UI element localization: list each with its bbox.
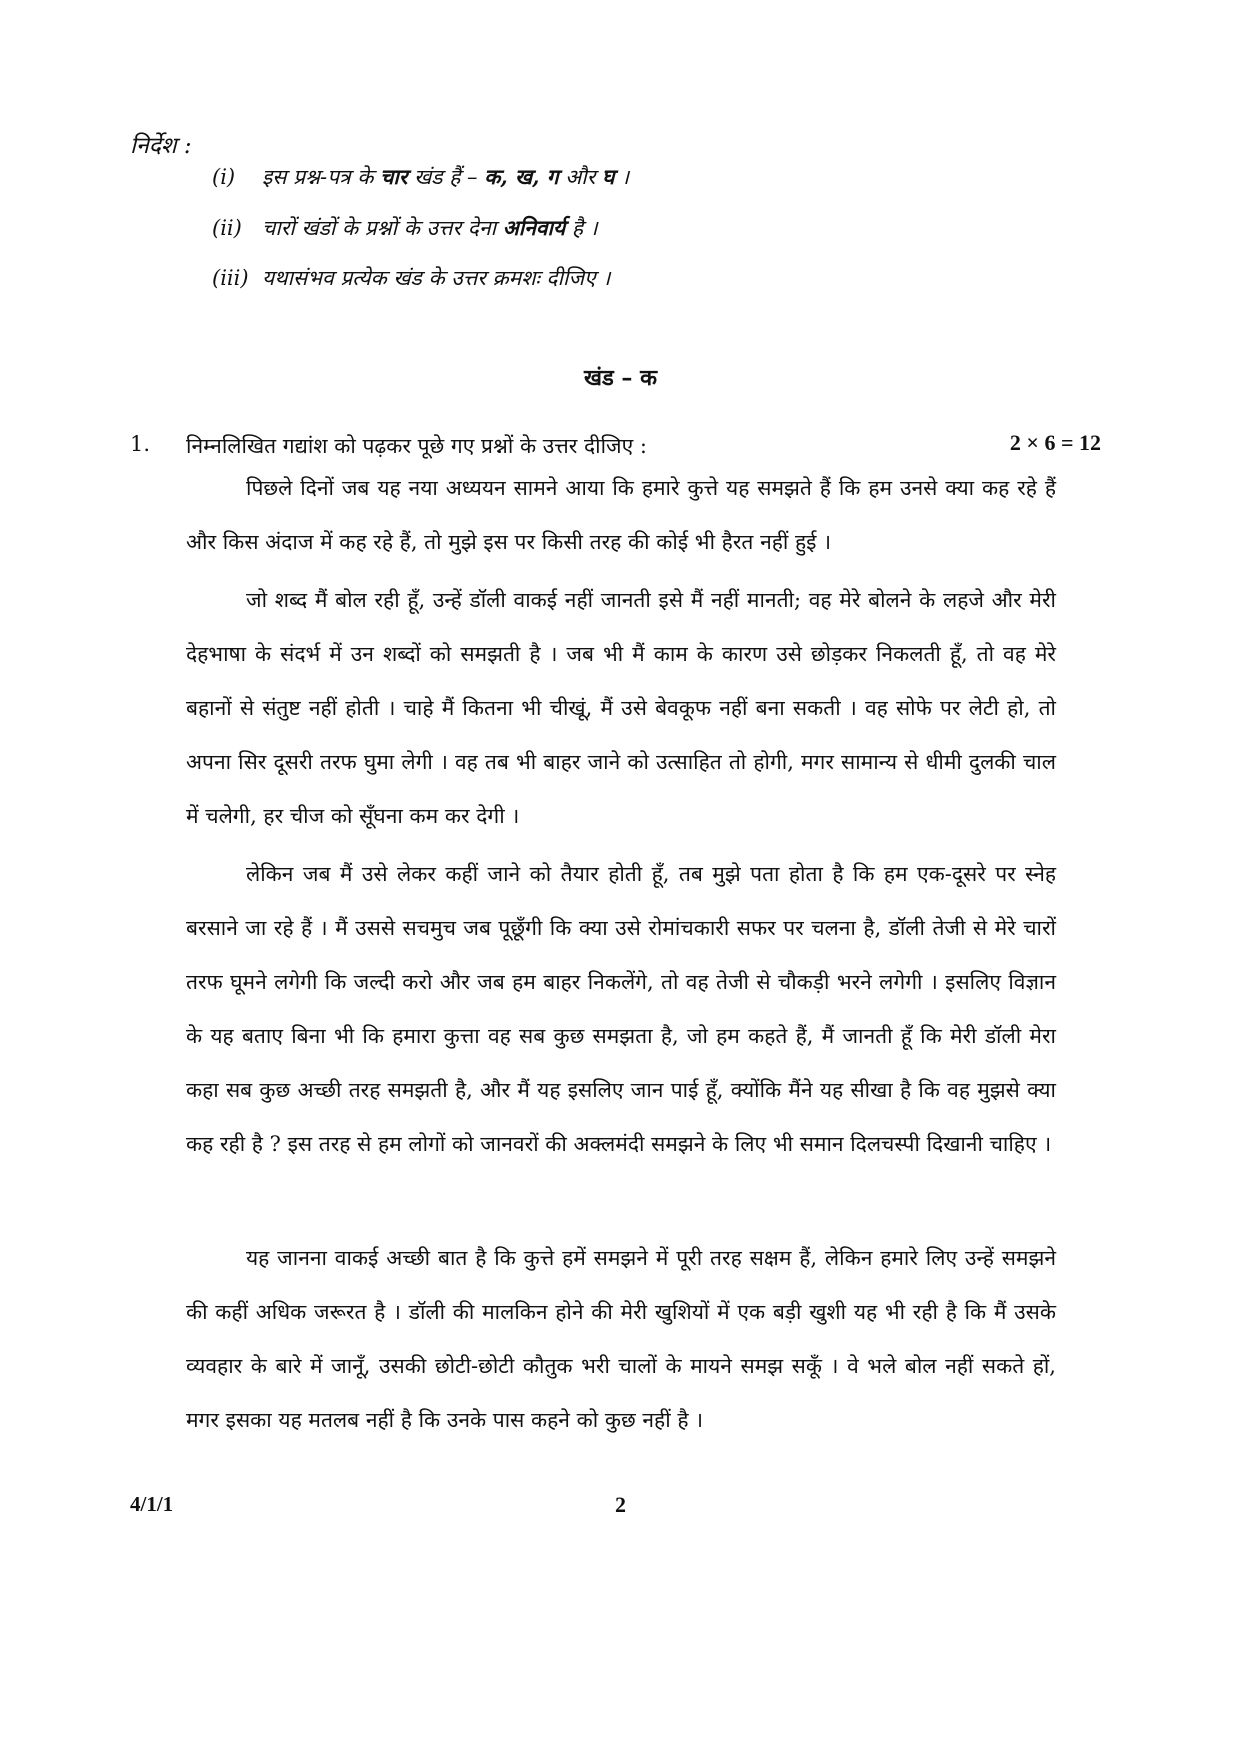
passage-paragraph-4: यह जानना वाकई अच्छी बात है कि कुत्ते हमें समझने में पूरी तरह सक्षम हैं, लेकिन हमारे लिए उन्हें समझने की कहीं अधिक जरूरत है । डॉली की मालकिन होने की मेरी खुशियों में एक बड़ी खुशी यह भी रही है कि मैं उसके व्यवहार के बारे में जानूँ, उसकी छोटी-छोटी कौतुक भरी चालों के मायने समझ सकूँ । वे भले बोल नहीं सकते हों, मगर इसका यह मतलब नहीं है कि उनके पास कहने को कुछ नहीं है । bbox=[186, 1246, 1056, 1432]
instruction-item bbox=[212, 163, 629, 191]
instruction-item bbox=[212, 214, 598, 242]
instruction-number: (i) bbox=[212, 165, 236, 189]
section-title: खंड – क bbox=[584, 365, 657, 391]
instruction-number: (iii) bbox=[212, 266, 249, 290]
instruction-bold-text: घ bbox=[602, 164, 615, 189]
instruction-number: (ii) bbox=[212, 216, 242, 240]
question-marks: 2 × 6 = 12 bbox=[1009, 430, 1101, 455]
paper-code: 4/1/1 bbox=[130, 1492, 174, 1516]
question-number: 1. bbox=[130, 432, 151, 456]
instruction-text: है । bbox=[565, 216, 598, 240]
question-text: निम्नलिखित गद्यांश को पढ़कर पूछे गए प्रश्नों के उत्तर दीजिए : bbox=[186, 434, 648, 458]
instruction-bold-text: अनिवार्य bbox=[502, 215, 566, 240]
passage-paragraph-2: जो शब्द मैं बोल रही हूँ, उन्हें डॉली वाकई नहीं जानती इसे मैं नहीं मानती; वह मेरे बोलने के लहजे और मेरी देहभाषा के संदर्भ में उन शब्दों को समझती है । जब भी मैं काम के कारण उसे छोड़कर निकलती हूँ, तो वह मेरे बहानों से संतुष्ट नहीं होती । चाहे मैं कितना भी चीखूं, मैं उसे बेवकूफ नहीं बना सकती । वह सोफे पर लेटी हो, तो अपना सिर दूसरी तरफ घुमा लेगी । वह तब भी बाहर जाने को उत्साहित तो होगी, मगर सामान्य से धीमी दुलकी चाल में चलेगी, हर चीज को सूँघना कम कर देगी । bbox=[186, 588, 1056, 828]
instruction-text: यथासंभव प्रत्येक खंड के उत्तर क्रमशः दीजिए । bbox=[262, 266, 611, 290]
instruction-text: इस प्रश्न-पत्र के bbox=[262, 165, 381, 189]
instruction-text: चारों खंडों के प्रश्नों के उत्तर देना bbox=[262, 216, 503, 240]
instruction-text: । bbox=[614, 165, 630, 189]
page-number: 2 bbox=[615, 1492, 626, 1517]
instructions-heading: निर्देश : bbox=[130, 133, 192, 159]
instruction-bold-text: क, ख, ग bbox=[484, 164, 559, 189]
instruction-text: खंड हैं – bbox=[407, 165, 485, 189]
instruction-item bbox=[212, 264, 610, 292]
instruction-text: और bbox=[558, 165, 603, 189]
passage-paragraph-3: लेकिन जब मैं उसे लेकर कहीं जाने को तैयार होती हूँ, तब मुझे पता होता है कि हम एक-दूसरे पर स्नेह बरसाने जा रहे हैं । मैं उससे सचमुच जब पूछूँगी कि क्या उसे रोमांचकारी सफर पर चलना है, डॉली तेजी से मेरे चारों तरफ घूमने लगेगी कि जल्दी करो और जब हम बाहर निकलेंगे, तो वह तेजी से चौकड़ी भरने लगेगी । इसलिए विज्ञान के यह बताए बिना भी कि हमारा कुत्ता वह सब कुछ समझता है, जो हम कहते हैं, मैं जानती हूँ कि मेरी डॉली मेरा कहा सब कुछ अच्छी तरह समझती है, और मैं यह इसलिए जान पाई हूँ, क्योंकि मैंने यह सीखा है कि वह मुझसे क्या कह रही है ? इस तरह से हम लोगों को जानवरों की अक्लमंदी समझने के लिए भी समान दिलचस्पी दिखानी चाहिए । bbox=[186, 862, 1056, 1156]
passage-paragraph-1: पिछले दिनों जब यह नया अध्ययन सामने आया कि हमारे कुत्ते यह समझते हैं कि हम उनसे क्या कह रहे हैं और किस अंदाज में कह रहे हैं, तो मुझे इस पर किसी तरह की कोई भी हैरत नहीं हुई । bbox=[186, 476, 1056, 554]
instruction-bold-text: चार bbox=[380, 164, 408, 189]
